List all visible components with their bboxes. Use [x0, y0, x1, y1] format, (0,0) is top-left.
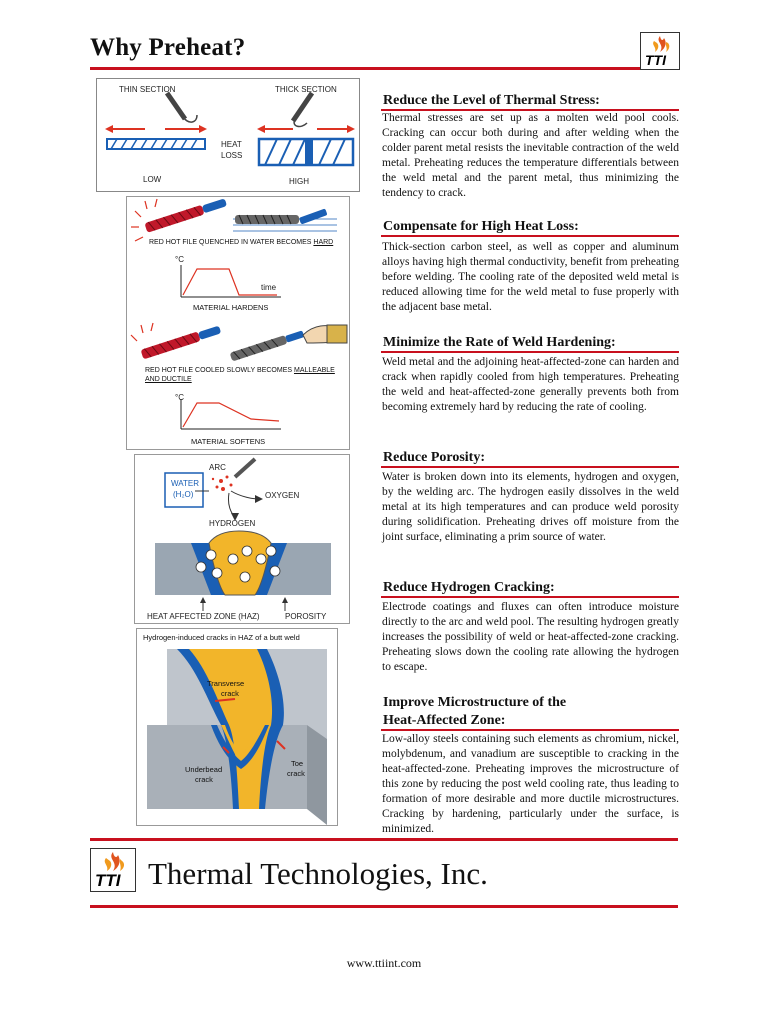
axis-celsius-1: °C	[175, 255, 184, 264]
porosity-label: POROSITY	[285, 612, 327, 621]
header-rule	[90, 67, 678, 70]
thin-section-label: THIN SECTION	[119, 85, 176, 94]
heat-loss-label-2: LOSS	[221, 151, 243, 160]
hardening-caption-1-hard: HARD	[313, 239, 334, 246]
heading-microstructure-1: Improve Microstructure of the	[383, 695, 567, 710]
rule-porosity	[381, 466, 679, 468]
company-name: Thermal Technologies, Inc.	[148, 856, 488, 891]
arc-label: ARC	[209, 463, 226, 472]
hardening-caption-2-text: RED HOT FILE COOLED SLOWLY BECOMES	[145, 367, 294, 374]
transverse-label-1: Transverse	[207, 679, 245, 688]
website-link[interactable]: www.ttiint.com	[346, 956, 422, 970]
material-hardens-label: MATERIAL HARDENS	[193, 303, 269, 312]
haz-label: HEAT AFFECTED ZONE (HAZ)	[147, 612, 260, 621]
hardening-diagram	[127, 197, 349, 449]
heading-microstructure-2: Heat-Affected Zone:	[383, 713, 506, 728]
body-heat-loss: Thick-section carbon steel, as well as copper and aluminum alloys having high thermal conductivity, benefit from preheating before welding. The cooling rate of the deposited weld metal is reduced allowing time for the weld metal to fuse properly with the adjacent base metal.	[382, 241, 679, 313]
hardening-caption-1-text: RED HOT FILE QUENCHED IN WATER BECOMES	[149, 239, 314, 246]
figure-porosity	[134, 454, 350, 624]
high-label: HIGH	[289, 177, 309, 186]
footer-rule-bottom	[90, 905, 678, 908]
underbead-label-1: Underbead	[185, 765, 223, 774]
hardening-caption-3: AND DUCTILE	[145, 376, 192, 383]
hydrogen-label: HYDROGEN	[209, 519, 256, 528]
body-hydrogen-cracking: Electrode coatings and fluxes can often introduce moisture directly to the arc and weld pool. The resulting hydrogen greatly increases the possibility of weld or heat-affected-zone cracking. Preheating slows down the cooling rate allowing the hydrogen to escape.	[382, 601, 679, 673]
heading-hydrogen-cracking: Reduce Hydrogen Cracking:	[383, 580, 555, 595]
water-label-1: WATER	[171, 479, 199, 488]
footer-rule-top	[90, 838, 678, 841]
figure-cracks	[136, 628, 338, 826]
tti-logo-large	[90, 848, 136, 892]
body-weld-hardening: Weld metal and the adjoining heat-affected-zone can harden and crack when rapidly cooled from high temperatures. Preheating the weld and heat-affected-zone generally prevents both from becoming extremely hard by reducing the rate of cooling.	[382, 356, 679, 413]
material-softens-label: MATERIAL SOFTENS	[191, 437, 266, 446]
heading-weld-hardening: Minimize the Rate of Weld Hardening:	[383, 335, 616, 350]
toe-label-2: crack	[287, 769, 305, 778]
rule-weld-hardening	[381, 351, 679, 353]
hardening-caption-1	[149, 239, 333, 246]
time-label: time	[261, 283, 277, 292]
porosity-diagram	[135, 455, 349, 623]
axis-celsius-2: °C	[175, 393, 184, 402]
low-label: LOW	[143, 175, 162, 184]
body-porosity: Water is broken down into its elements, hydrogen and oxygen, by the welding arc. The hydrogen easily dissolves in the weld metal at its high temperatures and can produce weld porosity during solidification. Preheating drives off moisture from the joint surface, eliminating a prim source of water.	[382, 471, 679, 543]
heat-loss-label-1: HEAT	[221, 140, 242, 149]
heading-heat-loss: Compensate for High Heat Loss:	[383, 219, 579, 234]
cracks-title: Hydrogen-induced cracks in HAZ of a butt weld	[143, 633, 300, 642]
heading-porosity: Reduce Porosity:	[383, 450, 485, 465]
body-microstructure: Low-alloy steels containing such elements as chromium, nickel, molybdenum, and vanadium are susceptible to cracking in the heat-affected-zone. Preheating improves the microstructure of this zone by reducing the post weld cooling rate, thus leading to formation of more desirable and more ductile microstructures. Cracking by hardening, particularly under the surface, is minimized.	[382, 733, 679, 835]
thick-section-label: THICK SECTION	[275, 85, 337, 94]
figure-heat-loss	[96, 78, 360, 192]
cracks-diagram	[137, 629, 337, 825]
hardening-caption-2	[145, 367, 335, 374]
hardening-caption-2-malleable: MALLEABLE	[293, 367, 335, 374]
tti-logo-small	[640, 32, 680, 70]
body-thermal-stress: Thermal stresses are set up as a molten weld pool cools. Cracking can occur both during and after welding when the colder parent metal resists the inevitable contraction of the weld metal. Preheating reduces the temperature differentials between the weld metal and the parent metal, thus minimizing the tendency to crack.	[382, 112, 679, 199]
oxygen-label: OXYGEN	[265, 491, 300, 500]
underbead-label-2: crack	[195, 775, 213, 784]
water-label-2: (H₂O)	[173, 490, 194, 499]
rule-hydrogen-cracking	[381, 596, 679, 598]
figure-hardening	[126, 196, 350, 450]
logo-text: TTI	[645, 52, 666, 68]
rule-heat-loss	[381, 235, 679, 237]
logo-text-large: TTI	[95, 871, 121, 890]
transverse-label-2: crack	[221, 689, 239, 698]
rule-microstructure	[381, 729, 679, 731]
page-title: Why Preheat?	[90, 34, 246, 61]
toe-label-1: Toe	[291, 759, 304, 768]
heat-loss-diagram	[97, 79, 359, 191]
heading-thermal-stress: Reduce the Level of Thermal Stress:	[383, 93, 600, 108]
